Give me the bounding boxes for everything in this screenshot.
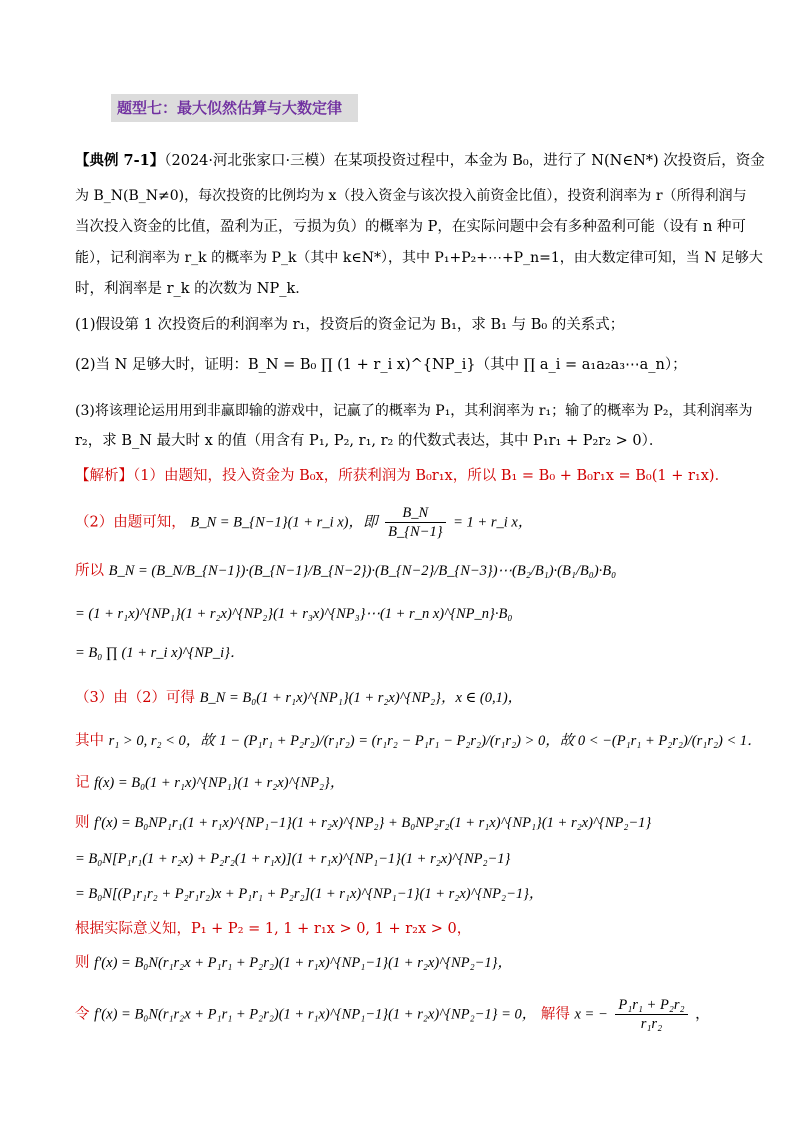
then-label: 则: [75, 815, 90, 831]
critical-point-line: [75, 996, 710, 1033]
derivative-zero-equation: f′(x) = B₀N(r₁r₂x + P₁r₁ + P₂r₂)(1 + r₁x)^{NP₁−1}(1 + r₂x)^{NP₂−1} = 0，: [94, 1006, 537, 1023]
derivative-expression-3: = B₀N[(P₁r₁r₂ + P₂r₁r₂)x + P₁r₁ + P₂r₂](1 + r₁x)^{NP₁−1}(1 + r₂x)^{NP₂−1}，: [75, 886, 544, 902]
product-expansion: = (1 + r₁x)^{NP₁}(1 + r₂x)^{NP₂}(1 + r₃x)^{NP₃}⋯(1 + r_n x)^{NP_n}·B₀: [75, 606, 513, 622]
solution-fraction: [615, 996, 687, 1033]
ratio-result: = 1 + r_i x，: [453, 514, 533, 531]
problem-text-1: （2024·河北张家口·三模）在某项投资过程中，本金为 B₀，进行了 N(N∈N*) 次投资后，资金: [164, 153, 765, 169]
problem-line-2: 为 B_N(B_N≠0)，每次投资的比例均为 x（投入资金与该次投入前资金比值），投资利润率为 r（所得利润与: [75, 188, 747, 204]
problem-line-4: 能），记利润率为 r_k 的概率为 P_k（其中 k∈N*），其中 P₁+P₂+⋯+P_n=1，由大数定律可知，当 N 足够大: [75, 250, 763, 266]
ratio-numerator: B_N: [385, 504, 445, 523]
solution-part-3-line-2: [75, 730, 762, 752]
problem-tag: 【典例 7-1】: [75, 152, 165, 169]
question-3-line-2: r₂，求 B_N 最大时 x 的值（用含有 P₁, P₂, r₁, r₂ 的代数式表达，其中 P₁r₁ + P₂r₂ > 0）．: [75, 433, 664, 449]
ratio-denominator: B_{N−1}: [388, 524, 443, 540]
telescoping-chain: B_N = (B_N/B_{N−1})·(B_{N−1}/B_{N−2})·(B_{N−2}/B_{N−3})⋯(B₂/B₁)·(B₁/B₀)·B₀: [108, 563, 617, 579]
ratio-fraction: [385, 504, 445, 541]
recurrence-equation: B_N = B_{N−1}(1 + r_i x)，即: [190, 514, 378, 531]
solve-label: 解得: [540, 1006, 570, 1023]
solution-part-3-line-1: [75, 687, 522, 709]
definition-line: [75, 772, 344, 794]
function-definition: f(x) = B₀(1 + r₁x)^{NP₁}(1 + r₂x)^{NP₂}，: [94, 775, 345, 791]
sign-condition: r₁ > 0, r₂ < 0，故: [108, 733, 215, 749]
so-label: 所以: [75, 563, 104, 579]
derivative-line-1: [75, 812, 651, 834]
question-1: (1)假设第 1 次投资后的利润率为 r₁，投资后的资金记为 B₁，求 B₁ 与 B₀ 的关系式；: [75, 317, 625, 333]
solution-numerator: P₁r₁ + P₂r₂: [615, 996, 687, 1015]
derivative-expression-2: = B₀N[P₁r₁(1 + r₂x) + P₂r₂(1 + r₁x)](1 + r₁x)^{NP₁−1}(1 + r₂x)^{NP₂−1}: [75, 851, 511, 867]
then-label-2: 则: [75, 955, 90, 971]
bn-expression: B_N = B₀(1 + r₁x)^{NP₁}(1 + r₂x)^{NP₂}，x ∈ (0,1)，: [199, 690, 523, 706]
solution-tail: ，: [695, 1006, 710, 1023]
inequality-chain: 1 − (P₁r₁ + P₂r₂)/(r₁r₂) = (r₁r₂ − P₁r₁ − P₂r₂)/(r₁r₂) > 0，故 0 < −(P₁r₁ + P₂r₂)/(r₁r₂) < 1．: [219, 733, 762, 749]
where-label: 其中: [75, 733, 104, 749]
derivative-line-4: [75, 952, 512, 974]
solution-part-2-intro: （2）由题可知，: [75, 514, 186, 531]
section-heading: 题型七：最大似然估算与大数定律: [111, 94, 358, 122]
problem-line-5: 时，利润率是 r_k 的次数为 NP_k．: [75, 281, 310, 297]
solution-lhs: x = −: [574, 1006, 608, 1023]
solution-part-3-intro: （3）由（2）可得: [75, 690, 195, 706]
solution-denominator: r₁r₂: [640, 1016, 663, 1032]
derivative-expression-4: f′(x) = B₀N(r₁r₂x + P₁r₁ + P₂r₂)(1 + r₁x)^{NP₁−1}(1 + r₂x)^{NP₂−1}，: [94, 955, 512, 971]
derivative-expression-1: f′(x) = B₀NP₁r₁(1 + r₁x)^{NP₁−1}(1 + r₂x)^{NP₂} + B₀NP₂r₂(1 + r₁x)^{NP₁}(1 + r₂x)^{NP₂−1}: [94, 815, 652, 831]
practical-meaning-line: 根据实际意义知，P₁ + P₂ = 1, 1 + r₁x > 0, 1 + r₂x > 0，: [75, 921, 472, 937]
solution-part-2-line-1: [75, 504, 532, 541]
problem-line-3: 当次投入资金的比值，盈利为正，亏损为负）的概率为 P，在实际问题中会有多种盈利可能（设有 n 种可: [75, 219, 746, 235]
product-result: = B₀ ∏ (1 + r_i x)^{NP_i}．: [75, 645, 245, 661]
question-2: (2)当 N 足够大时，证明：B_N = B₀ ∏ (1 + r_i x)^{NP_i}（其中 ∏ a_i = a₁a₂a₃⋯a_n）；: [75, 357, 687, 373]
problem-line-1: [75, 150, 765, 172]
define-label: 记: [75, 775, 90, 791]
let-label: 令: [75, 1006, 90, 1023]
solution-part-2-line-2: [75, 560, 616, 582]
solution-part-1: 【解析】（1）由题知，投入资金为 B₀x，所获利润为 B₀r₁x，所以 B₁ = B₀ + B₀r₁x = B₀(1 + r₁x)．: [75, 468, 730, 484]
question-3-line-1: (3)将该理论运用用到非赢即输的游戏中，记赢了的概率为 P₁，其利润率为 r₁；输了的概率为 P₂，其利润率为: [75, 403, 753, 419]
